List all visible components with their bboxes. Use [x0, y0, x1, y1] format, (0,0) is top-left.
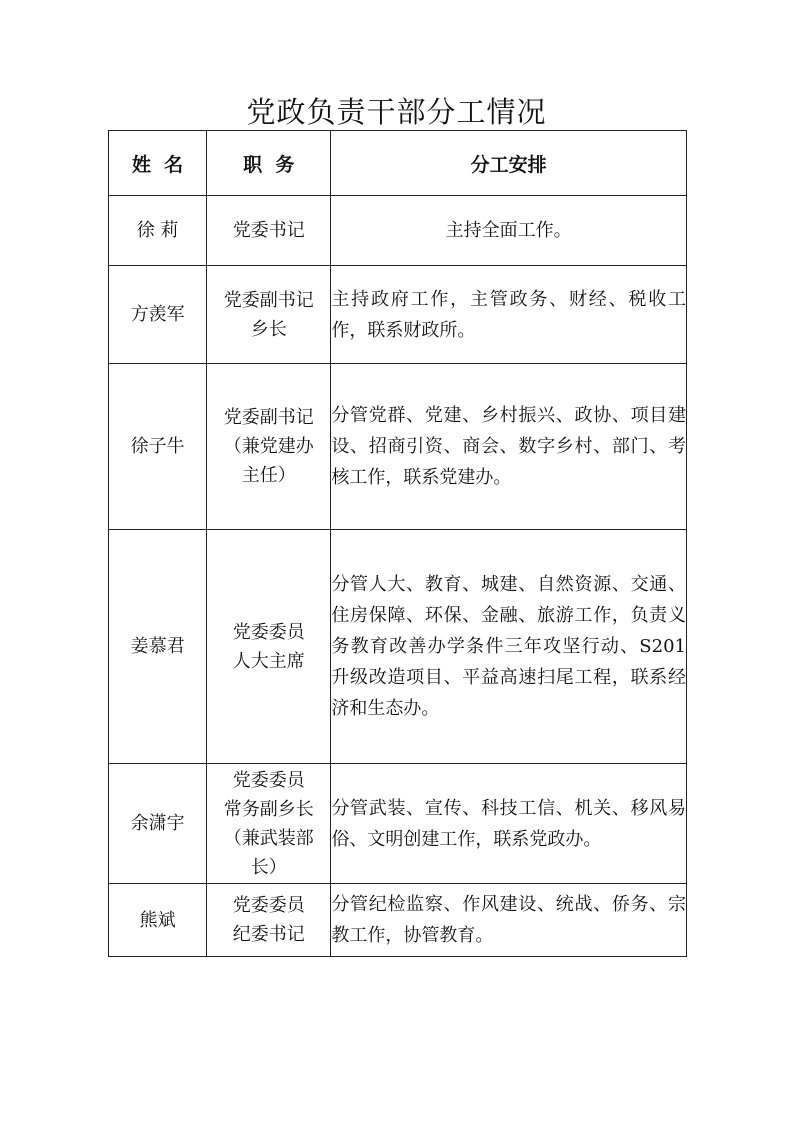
page-title: 党政负责干部分工情况 — [246, 95, 547, 129]
cell-position — [207, 364, 331, 530]
position-line: 党委副书记 — [223, 289, 314, 311]
position-line: 人大主席 — [232, 650, 305, 672]
cell-duties: 主持政府工作，主管政务、财经、税收工作，联系财政所。 — [331, 266, 687, 364]
position-line: （兼党建办 — [223, 436, 314, 457]
cell-duties: 分管武装、宣传、科技工信、机关、移风易俗、文明创建工作，联系党政办。 — [331, 764, 687, 884]
table-header-row — [109, 131, 687, 196]
table-row — [109, 530, 687, 764]
table-row — [109, 884, 687, 957]
cell-name: 方羡军 — [109, 266, 207, 364]
header-duties: 分工安排 — [331, 131, 687, 196]
cell-name: 余潇宇 — [109, 764, 207, 884]
cell-duties: 分管人大、教育、城建、自然资源、交通、住房保障、环保、金融、旅游工作，负责义务教育改善办学条件三年攻坚行动、S201 升级改造项目、平益高速扫尾工程，联系经济和生态办。 — [331, 530, 687, 764]
cell-position — [207, 764, 331, 884]
position-line: （兼武装部 — [223, 827, 314, 849]
cell-duties: 主持全面工作。 — [331, 196, 687, 266]
table-row — [109, 196, 687, 266]
cell-position — [207, 530, 331, 764]
position-line: 党委书记 — [232, 220, 305, 241]
header-position: 职 务 — [207, 131, 331, 196]
cell-position — [207, 884, 331, 957]
cell-position — [207, 196, 331, 266]
position-line: 党委委员 — [232, 769, 305, 791]
position-line: 党委委员 — [232, 895, 305, 916]
header-name: 姓 名 — [109, 131, 207, 196]
position-line: 纪委书记 — [232, 924, 305, 945]
table-row — [109, 266, 687, 364]
position-line: 主任） — [241, 465, 296, 486]
cell-duties: 分管纪检监察、作风建设、统战、侨务、宗教工作，协管教育。 — [331, 884, 687, 957]
cell-name: 徐子牛 — [109, 364, 207, 530]
cell-name: 姜慕君 — [109, 530, 207, 764]
position-line: 党委委员 — [232, 621, 305, 643]
position-line: 乡长 — [250, 318, 287, 340]
table-row — [109, 364, 687, 530]
cell-name: 熊斌 — [109, 884, 207, 957]
cell-name: 徐 莉 — [109, 196, 207, 266]
position-line: 党委副书记 — [223, 407, 314, 428]
position-line: 常务副乡长 — [223, 798, 314, 820]
table-row — [109, 764, 687, 884]
cell-position — [207, 266, 331, 364]
duties-table — [108, 130, 687, 957]
position-line: 长） — [250, 856, 287, 878]
cell-duties: 分管党群、党建、乡村振兴、政协、项目建设、招商引资、商会、数字乡村、部门、考核工作，联系党建办。 — [331, 364, 687, 530]
